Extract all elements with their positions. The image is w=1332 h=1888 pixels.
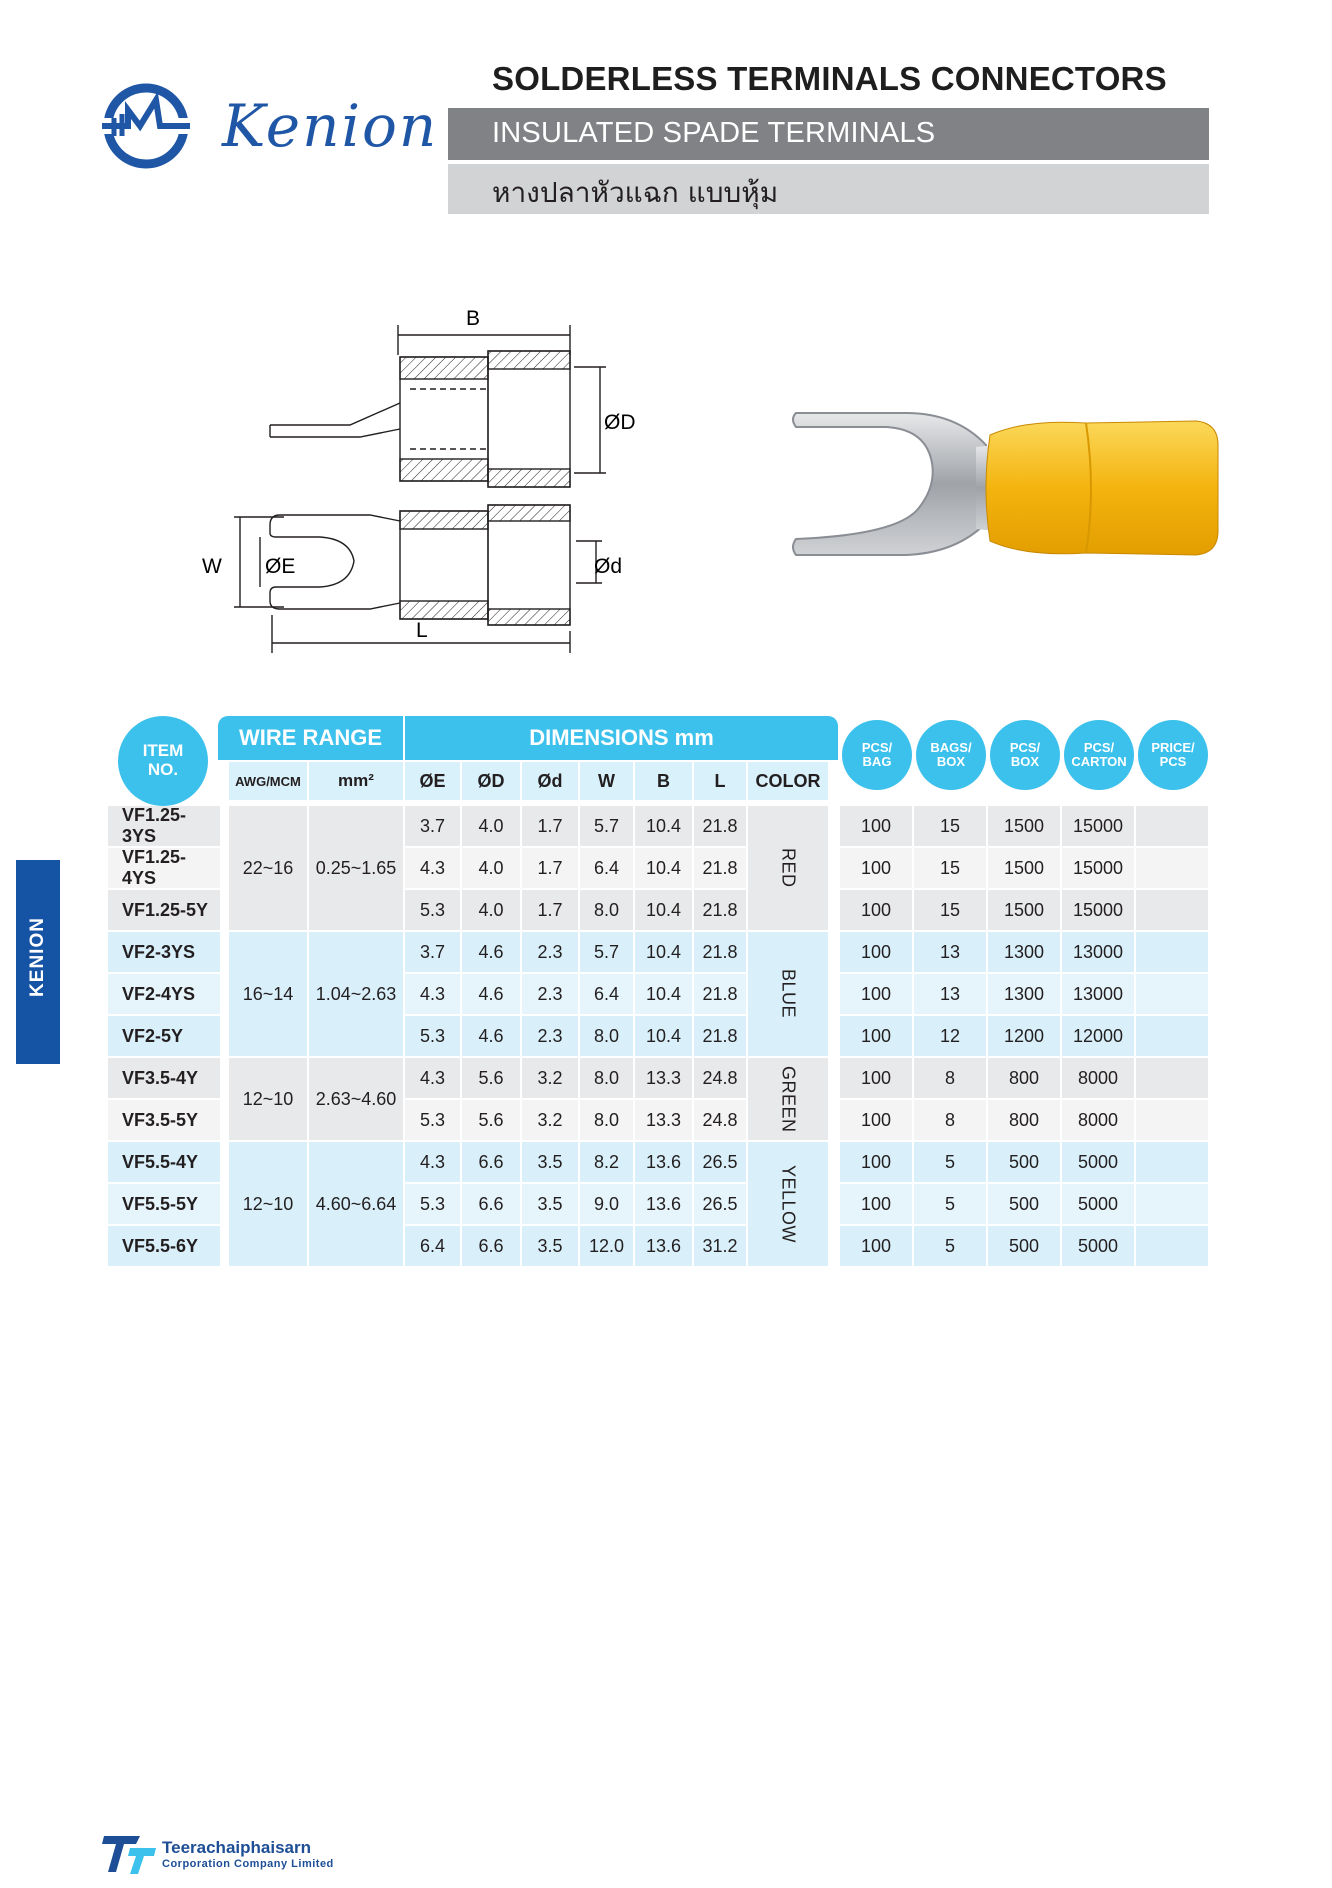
mm2-range-cell: 1.04~2.63 — [309, 932, 403, 1056]
awg-range-cell: 16~14 — [229, 932, 307, 1056]
pack-cell-price — [1136, 1184, 1208, 1224]
dim-cell-l: 21.8 — [694, 848, 746, 888]
pack-cell-price — [1136, 974, 1208, 1014]
dim-cell-w: 8.0 — [580, 1016, 633, 1056]
dim-col-header: COLOR — [748, 762, 828, 800]
pack-header — [1064, 720, 1134, 790]
color-cell — [748, 1142, 828, 1266]
dim-cell-d: 4.0 — [462, 890, 520, 930]
dim-cell-e: 4.3 — [405, 1142, 460, 1182]
pack-cell-bags-box: 8 — [914, 1058, 986, 1098]
dim-cell-b: 10.4 — [635, 974, 692, 1014]
company-logo-icon — [100, 1830, 160, 1876]
dim-cell-l: 26.5 — [694, 1142, 746, 1182]
item-no-cell: VF5.5-5Y — [108, 1184, 220, 1224]
dim-cell-b: 10.4 — [635, 848, 692, 888]
footer-company-name: Teerachaiphaisarn — [162, 1838, 311, 1857]
dim-cell-d: 3.2 — [522, 1100, 578, 1140]
dim-cell-d: 3.5 — [522, 1184, 578, 1224]
page-subtitle: INSULATED SPADE TERMINALS — [492, 117, 936, 149]
dim-cell-d: 4.6 — [462, 974, 520, 1014]
dim-cell-e: 4.3 — [405, 974, 460, 1014]
dim-cell-e: 3.7 — [405, 932, 460, 972]
item-no-cell: VF3.5-5Y — [108, 1100, 220, 1140]
pack-cell-bags-box: 13 — [914, 974, 986, 1014]
item-no-cell: VF1.25-5Y — [108, 890, 220, 930]
dim-cell-l: 21.8 — [694, 806, 746, 846]
pack-header-line: PCS/ — [1009, 739, 1041, 755]
item-header-line: ITEM — [142, 741, 184, 761]
dimensions-header: DIMENSIONS mm — [405, 716, 838, 760]
dim-cell-e: 3.7 — [405, 806, 460, 846]
pack-cell-pcs-bag: 100 — [840, 806, 912, 846]
dim-cell-e: 5.3 — [405, 1100, 460, 1140]
dim-cell-b: 13.6 — [635, 1142, 692, 1182]
dim-cell-d: 4.6 — [462, 932, 520, 972]
dim-cell-e: 4.3 — [405, 1058, 460, 1098]
dim-cell-b: 10.4 — [635, 932, 692, 972]
item-header-line: NO. — [147, 760, 179, 779]
dim-cell-l: 21.8 — [694, 974, 746, 1014]
dim-cell-l: 21.8 — [694, 1016, 746, 1056]
pack-cell-pcs-bag: 100 — [840, 890, 912, 930]
awg-range-cell: 12~10 — [229, 1142, 307, 1266]
dim-cell-d: 3.5 — [522, 1142, 578, 1182]
dim-cell-d: 5.6 — [462, 1058, 520, 1098]
pack-cell-pcs-carton: 12000 — [1062, 1016, 1134, 1056]
dim-cell-l: 21.8 — [694, 932, 746, 972]
color-cell — [748, 932, 828, 1056]
pack-cell-bags-box: 15 — [914, 890, 986, 930]
pack-cell-pcs-bag: 100 — [840, 1142, 912, 1182]
pack-cell-pcs-carton: 5000 — [1062, 1142, 1134, 1182]
pack-cell-pcs-carton: 15000 — [1062, 806, 1134, 846]
pack-cell-price — [1136, 890, 1208, 930]
pack-cell-pcs-box: 800 — [988, 1058, 1060, 1098]
footer-company-subtitle: Corporation Company Limited — [162, 1858, 334, 1870]
pack-cell-price — [1136, 1142, 1208, 1182]
pack-header-line: PRICE/ — [1151, 739, 1195, 755]
dim-cell-d: 4.6 — [462, 1016, 520, 1056]
pack-header — [990, 720, 1060, 790]
awg-header: AWG/MCM — [229, 762, 307, 800]
mm2-range-cell: 2.63~4.60 — [309, 1058, 403, 1140]
pack-cell-pcs-box: 1500 — [988, 890, 1060, 930]
dim-cell-w: 5.7 — [580, 932, 633, 972]
pack-header-line: BOX — [936, 754, 966, 769]
pack-cell-pcs-bag: 100 — [840, 1226, 912, 1266]
pack-header-line: BAG — [862, 754, 892, 769]
awg-range-cell: 12~10 — [229, 1058, 307, 1140]
dim-cell-l: 26.5 — [694, 1184, 746, 1224]
dim-cell-d: 3.2 — [522, 1058, 578, 1098]
pack-cell-pcs-carton: 13000 — [1062, 974, 1134, 1014]
dim-cell-d: 2.3 — [522, 974, 578, 1014]
dim-cell-w: 8.2 — [580, 1142, 633, 1182]
wire-range-header: WIRE RANGE — [218, 716, 403, 760]
pack-cell-price — [1136, 1016, 1208, 1056]
pack-cell-price — [1136, 806, 1208, 846]
pack-header — [916, 720, 986, 790]
dim-cell-d: 4.0 — [462, 806, 520, 846]
pack-cell-bags-box: 13 — [914, 932, 986, 972]
pack-cell-bags-box: 5 — [914, 1184, 986, 1224]
pack-cell-bags-box: 5 — [914, 1142, 986, 1182]
dim-cell-w: 8.0 — [580, 1058, 633, 1098]
dim-cell-l: 21.8 — [694, 890, 746, 930]
dim-cell-d: 3.5 — [522, 1226, 578, 1266]
color-label: BLUE — [778, 969, 799, 1019]
brand-name: Kenion — [222, 92, 439, 160]
pack-header-line: BOX — [1010, 754, 1040, 769]
dim-label-small-d: Ød — [594, 555, 623, 578]
pack-cell-pcs-box: 500 — [988, 1184, 1060, 1224]
dim-cell-d: 6.6 — [462, 1226, 520, 1266]
pack-cell-pcs-carton: 5000 — [1062, 1184, 1134, 1224]
item-no-cell: VF5.5-4Y — [108, 1142, 220, 1182]
pack-cell-pcs-bag: 100 — [840, 1100, 912, 1140]
pack-cell-pcs-box: 500 — [988, 1226, 1060, 1266]
side-tab-label: KENION — [27, 917, 48, 997]
dim-cell-w: 12.0 — [580, 1226, 633, 1266]
awg-range-cell: 22~16 — [229, 806, 307, 930]
pack-cell-price — [1136, 932, 1208, 972]
pack-cell-bags-box: 12 — [914, 1016, 986, 1056]
dim-col-header: L — [694, 762, 746, 800]
pack-cell-pcs-box: 1500 — [988, 848, 1060, 888]
dim-cell-w: 8.0 — [580, 890, 633, 930]
mm2-range-cell: 0.25~1.65 — [309, 806, 403, 930]
dim-cell-w: 8.0 — [580, 1100, 633, 1140]
dim-cell-e: 5.3 — [405, 1016, 460, 1056]
dim-cell-b: 10.4 — [635, 1016, 692, 1056]
color-label: RED — [778, 848, 799, 888]
dim-cell-l: 24.8 — [694, 1100, 746, 1140]
dim-label-e: ØE — [265, 555, 296, 578]
dim-cell-d: 2.3 — [522, 1016, 578, 1056]
pack-cell-bags-box: 8 — [914, 1100, 986, 1140]
pack-cell-pcs-carton: 13000 — [1062, 932, 1134, 972]
dim-cell-b: 13.6 — [635, 1226, 692, 1266]
dim-label-b: B — [466, 307, 481, 330]
dim-cell-e: 5.3 — [405, 1184, 460, 1224]
pack-cell-pcs-bag: 100 — [840, 848, 912, 888]
pack-cell-pcs-box: 1500 — [988, 806, 1060, 846]
pack-cell-pcs-carton: 15000 — [1062, 890, 1134, 930]
pack-header — [1138, 720, 1208, 790]
dim-cell-w: 6.4 — [580, 848, 633, 888]
dim-cell-l: 31.2 — [694, 1226, 746, 1266]
pack-cell-pcs-bag: 100 — [840, 1016, 912, 1056]
dim-cell-d: 1.7 — [522, 890, 578, 930]
pack-cell-pcs-bag: 100 — [840, 1184, 912, 1224]
dim-cell-b: 10.4 — [635, 806, 692, 846]
item-no-cell: VF1.25-4YS — [108, 848, 220, 888]
dim-cell-d: 6.6 — [462, 1184, 520, 1224]
color-cell — [748, 1058, 828, 1140]
color-cell — [748, 806, 828, 930]
dim-col-header: ØD — [462, 762, 520, 800]
mm2-range-cell: 4.60~6.64 — [309, 1142, 403, 1266]
dim-cell-b: 10.4 — [635, 890, 692, 930]
dim-label-w: W — [202, 555, 222, 578]
pack-cell-pcs-bag: 100 — [840, 932, 912, 972]
pack-cell-pcs-carton: 15000 — [1062, 848, 1134, 888]
dim-cell-e: 4.3 — [405, 848, 460, 888]
pack-cell-bags-box: 5 — [914, 1226, 986, 1266]
pack-cell-price — [1136, 1100, 1208, 1140]
dim-cell-d: 2.3 — [522, 932, 578, 972]
dim-col-header: W — [580, 762, 633, 800]
item-no-cell: VF5.5-6Y — [108, 1226, 220, 1266]
item-no-cell: VF1.25-3YS — [108, 806, 220, 846]
dim-cell-b: 13.3 — [635, 1058, 692, 1098]
pack-cell-pcs-box: 500 — [988, 1142, 1060, 1182]
dim-label-d: ØD — [604, 411, 636, 434]
dim-col-header: B — [635, 762, 692, 800]
pack-header-line: CARTON — [1071, 754, 1127, 769]
pack-cell-pcs-bag: 100 — [840, 974, 912, 1014]
mm2-header: mm² — [309, 762, 403, 800]
pack-cell-bags-box: 15 — [914, 848, 986, 888]
dim-cell-d: 1.7 — [522, 848, 578, 888]
pack-header-line: PCS/ — [861, 739, 893, 755]
pack-cell-pcs-box: 1300 — [988, 932, 1060, 972]
item-no-cell: VF2-3YS — [108, 932, 220, 972]
page-title: SOLDERLESS TERMINALS CONNECTORS — [492, 60, 1167, 97]
dim-cell-d: 6.6 — [462, 1142, 520, 1182]
terminal-photo — [786, 405, 1216, 570]
dim-cell-d: 5.6 — [462, 1100, 520, 1140]
pack-cell-price — [1136, 1226, 1208, 1266]
pack-cell-pcs-carton: 5000 — [1062, 1226, 1134, 1266]
pack-header — [842, 720, 912, 790]
dim-cell-d: 4.0 — [462, 848, 520, 888]
pack-header-line: PCS — [1159, 754, 1187, 769]
dim-cell-b: 13.6 — [635, 1184, 692, 1224]
dim-cell-b: 13.3 — [635, 1100, 692, 1140]
dim-cell-l: 24.8 — [694, 1058, 746, 1098]
pack-cell-pcs-box: 1300 — [988, 974, 1060, 1014]
dim-cell-w: 5.7 — [580, 806, 633, 846]
item-no-cell: VF2-5Y — [108, 1016, 220, 1056]
color-label: GREEN — [778, 1065, 799, 1133]
dim-cell-e: 5.3 — [405, 890, 460, 930]
pack-cell-pcs-carton: 8000 — [1062, 1058, 1134, 1098]
pack-cell-bags-box: 15 — [914, 806, 986, 846]
item-no-header — [118, 716, 208, 806]
item-no-cell: VF2-4YS — [108, 974, 220, 1014]
dim-label-l: L — [416, 619, 428, 642]
pack-header-line: PCS/ — [1083, 739, 1115, 755]
dim-col-header: Ød — [522, 762, 578, 800]
pack-cell-pcs-bag: 100 — [840, 1058, 912, 1098]
pack-cell-price — [1136, 848, 1208, 888]
dim-cell-w: 9.0 — [580, 1184, 633, 1224]
thai-title: หางปลาหัวแฉก แบบหุ้ม — [492, 176, 779, 209]
pack-cell-pcs-box: 800 — [988, 1100, 1060, 1140]
terminal-drawing — [202, 305, 636, 660]
dim-col-header: ØE — [405, 762, 460, 800]
pack-cell-price — [1136, 1058, 1208, 1098]
item-no-cell: VF3.5-4Y — [108, 1058, 220, 1098]
dim-cell-d: 1.7 — [522, 806, 578, 846]
dim-cell-w: 6.4 — [580, 974, 633, 1014]
pack-header-line: BAGS/ — [930, 739, 972, 755]
pack-cell-pcs-carton: 8000 — [1062, 1100, 1134, 1140]
pack-cell-pcs-box: 1200 — [988, 1016, 1060, 1056]
dim-cell-e: 6.4 — [405, 1226, 460, 1266]
color-label: YELLOW — [778, 1164, 799, 1244]
